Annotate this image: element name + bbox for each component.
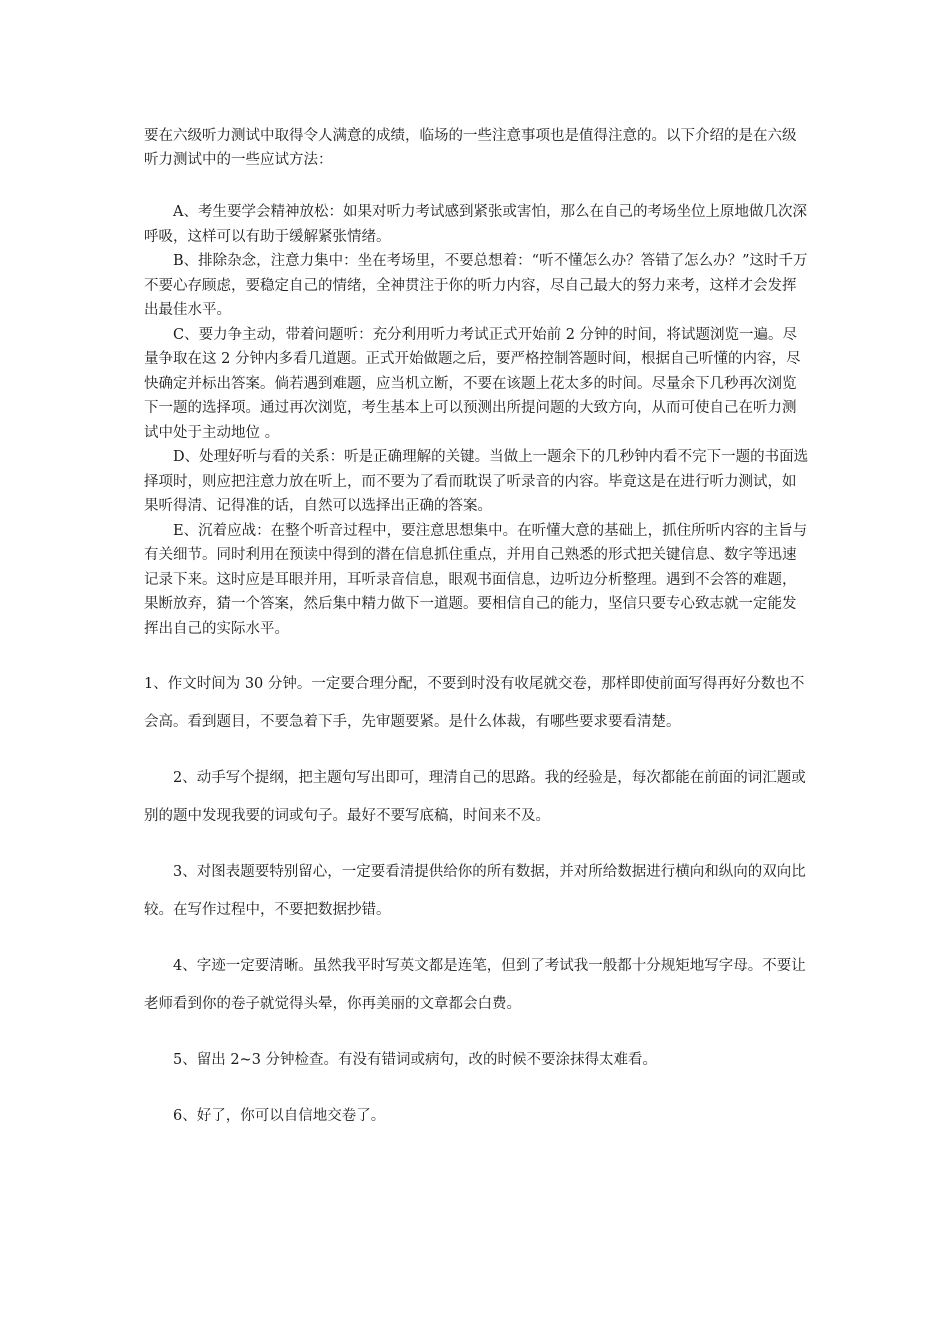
tip-b-paragraph: B、排除杂念，注意力集中：坐在考场里，不要总想着：“听不懂怎么办？答错了怎么办？”这时千万不要心存顾虑，要稳定自己的情绪，全神贯注于你的听力内容，尽自己最大的努力来考，这样才会发挥出最佳水平。: [144, 253, 808, 318]
tip-d-paragraph: D、处理好听与看的关系：听是正确理解的关键。当做上一题余下的几秒钟内看不完下一题的书面选择项时，则应把注意力放在听上，而不要为了看而耽误了听录音的内容。毕竟这是在进行听力测试，如果听得清、记得准的话，自然可以选择出正确的答案。: [144, 449, 809, 514]
listening-tips: [144, 200, 810, 641]
writing-tips: [144, 665, 810, 1153]
tip-c-paragraph: C、要力争主动，带着问题听：充分利用听力考试正式开始前 2 分钟的时间，将试题浏览一遍。尽量争取在这 2 分钟内多看几道题。正式开始做题之后，要严格控制答题时间，根据自己听懂的内容，尽快确定并标出答案。倘若遇到难题，应当机立断，不要在该题上花太多的时间。尽量余下几秒再次浏览下一题的选择项。通过再次浏览，考生基本上可以预测出所提问题的大致方向，从而可使自己在听力测试中处于主动地位 。: [144, 326, 801, 441]
writing-tip-3: 3、对图表题要特别留心，一定要看清提供给你的所有数据，并对所给数据进行横向和纵向的双向比较。在写作过程中，不要把数据抄错。: [144, 864, 806, 918]
intro-paragraph: 要在六级听力测试中取得令人满意的成绩，临场的一些注意事项也是值得注意的。以下介绍的是在六级听力测试中的一些应试方法：: [144, 128, 797, 168]
writing-tip-6: 6、好了，你可以自信地交卷了。: [173, 1108, 386, 1124]
writing-tip-5: 5、留出 2~3 分钟检查。有没有错词或病句，改的时候不要涂抹得太难看。: [173, 1052, 658, 1068]
writing-tip-1: 1、作文时间为 30 分钟。一定要合理分配，不要到时没有收尾就交卷，那样即使前面写得再好分数也不会高。看到题目，不要急着下手，先审题要紧。是什么体裁，有哪些要求要看清楚。: [144, 676, 805, 730]
tip-e-paragraph: E、沉着应战：在整个听音过程中，要注意思想集中。在听懂大意的基础上，抓住所听内容的主旨与有关细节。同时利用在预读中得到的潜在信息抓住重点，并用自己熟悉的形式把关键信息、数字等迅速记录下来。这时应是耳眼并用，耳听录音信息，眼观书面信息，边听边分析整理。遇到不会答的难题，果断放弃，猜一个答案，然后集中精力做下一道题。要相信自己的能力，坚信只要专心致志就一定能发挥出自己的实际水平。: [144, 522, 808, 637]
writing-tip-4: 4、字迹一定要清晰。虽然我平时写英文都是连笔，但到了考试我一般都十分规矩地写字母。不要让老师看到你的卷子就觉得头晕，你再美丽的文章都会白费。: [144, 958, 806, 1012]
tip-a-paragraph: A、考生要学会精神放松：如果对听力考试感到紧张或害怕，那么在自己的考场坐位上原地做几次深呼吸，这样可以有助于缓解紧张情绪。: [144, 204, 807, 245]
writing-tip-2: 2、动手写个提纲，把主题句写出即可，理清自己的思路。我的经验是，每次都能在前面的词汇题或别的题中发现我要的词或句子。最好不要写底稿，时间来不及。: [144, 770, 806, 824]
